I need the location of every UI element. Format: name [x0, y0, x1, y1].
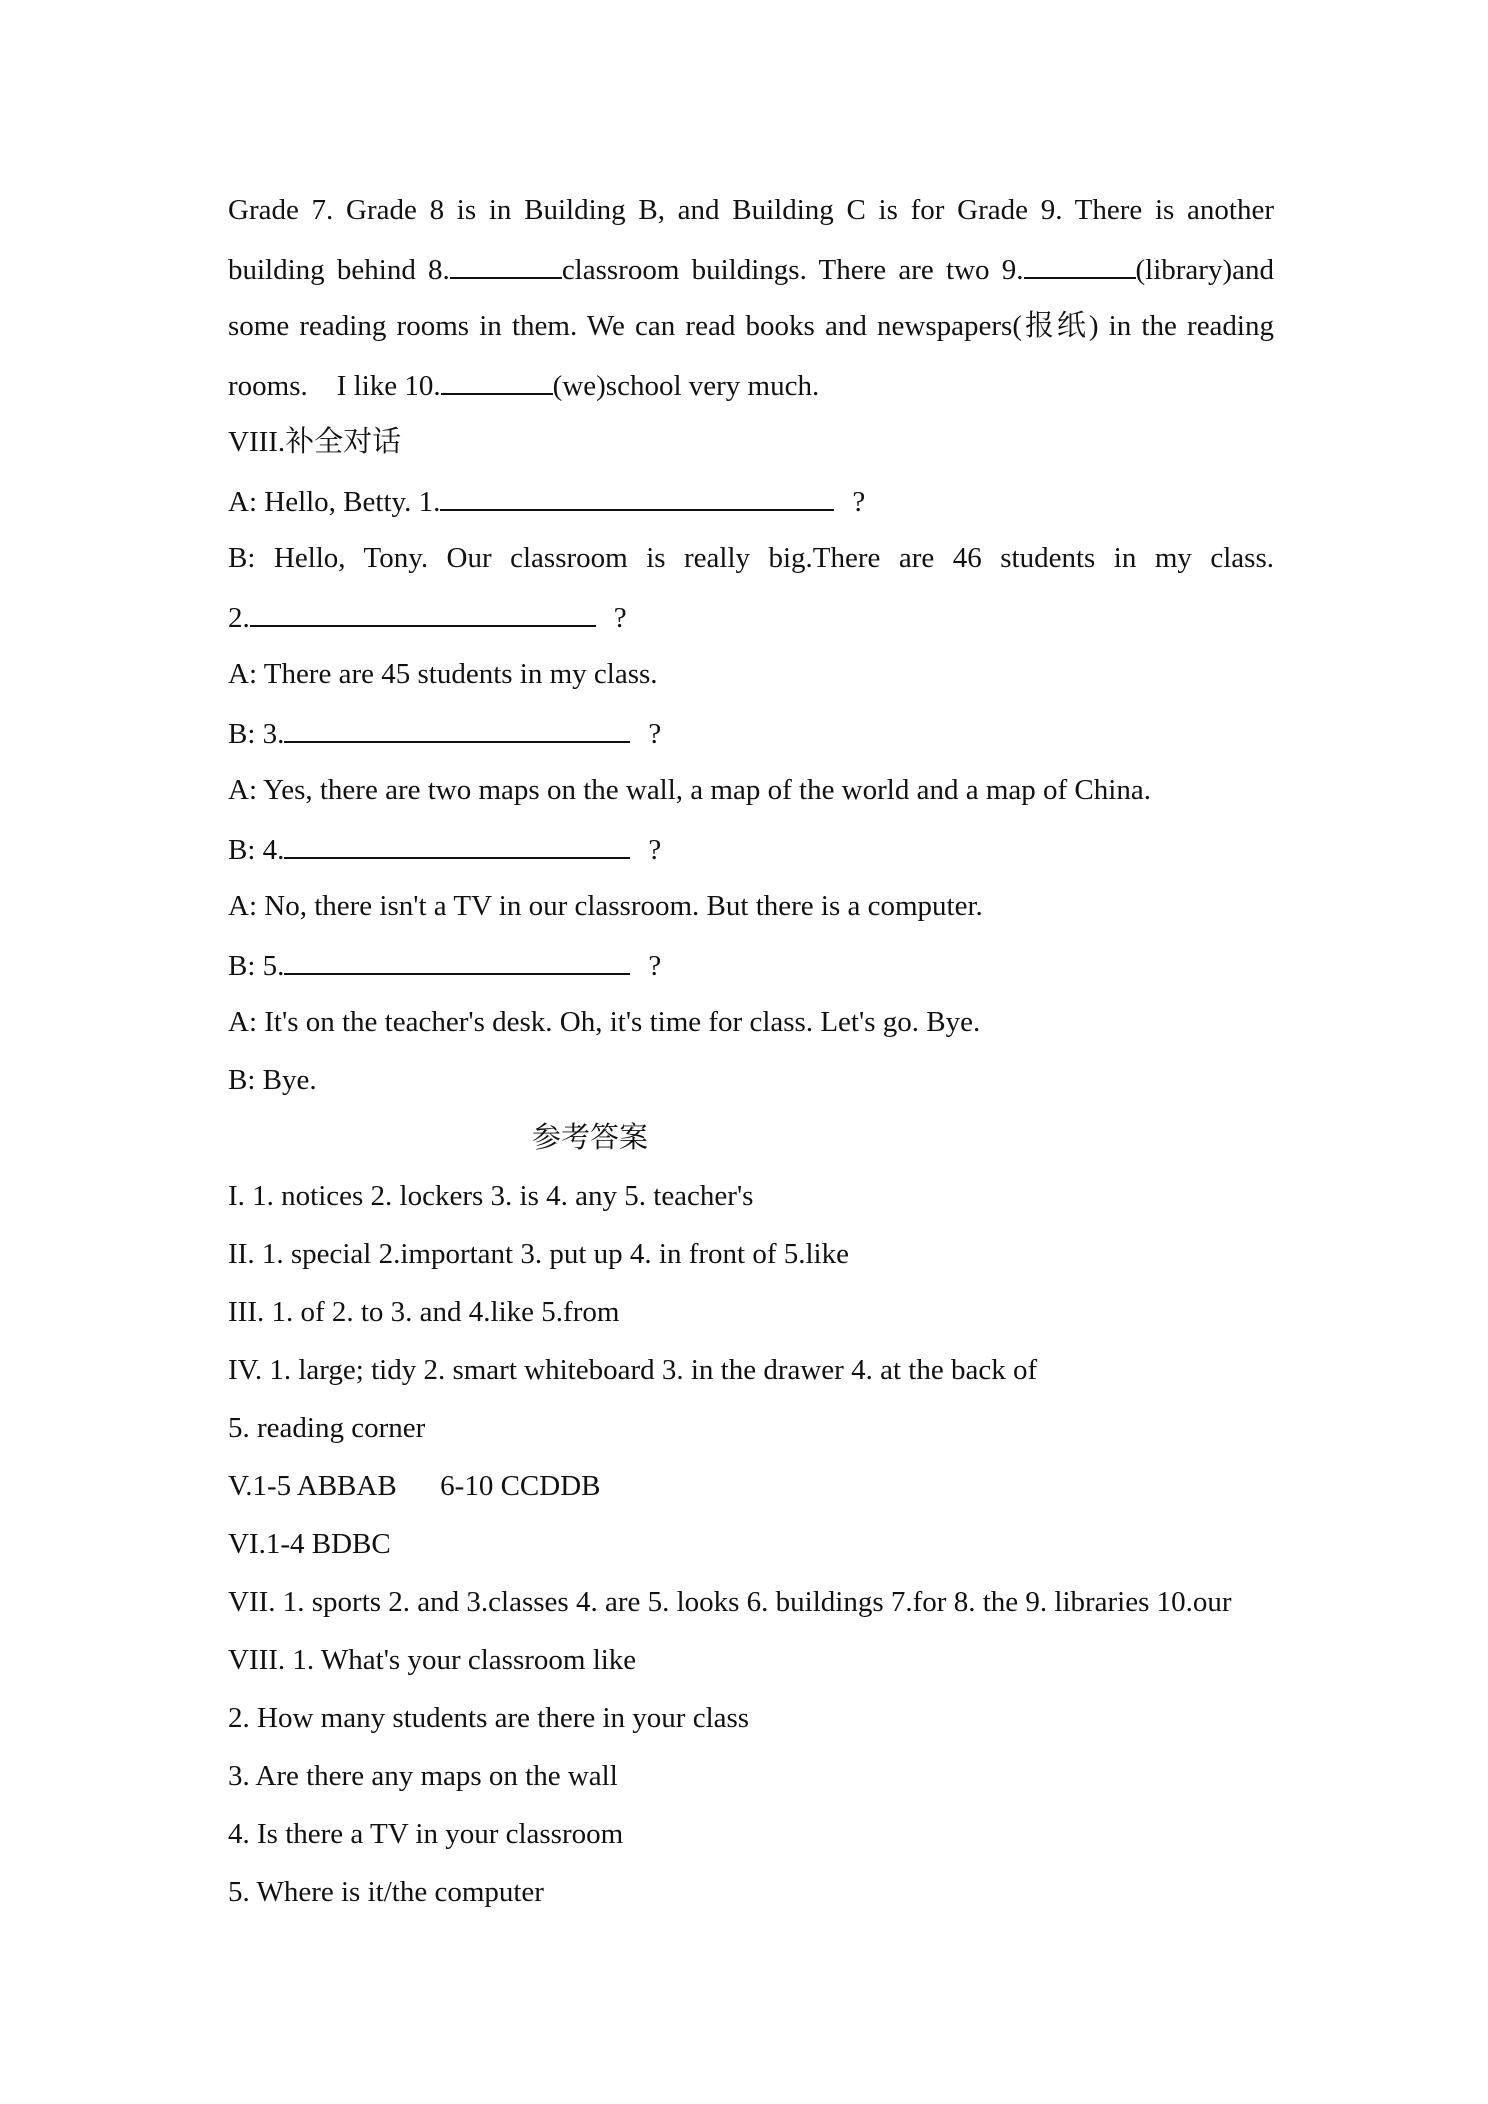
question-mark-1: ?	[852, 486, 866, 518]
dialogue-b6: B: Bye.	[228, 1064, 317, 1096]
dialogue-a2: A: There are 45 students in my class.	[228, 658, 658, 690]
passage-line-2	[228, 251, 1274, 287]
passage-line-2-part-3: (library)and	[1135, 254, 1274, 286]
blank-dialogue-4	[284, 831, 630, 859]
answer-line: IV. 1. large; tidy 2. smart whiteboard 3. in the drawer 4. at the back of	[228, 1354, 1038, 1386]
answer-line: 5. Where is it/the computer	[228, 1876, 544, 1908]
passage-line-4-part-1: rooms. I like 10.	[228, 370, 441, 402]
passage-line-4-part-2: (we)school very much.	[552, 370, 820, 402]
passage-line-2-part-1: building behind 8.	[228, 254, 450, 286]
dialogue-b4-text: B: 4.	[228, 834, 285, 866]
answer-line: I. 1. notices 2. lockers 3. is 4. any 5. teacher's	[228, 1180, 754, 1212]
dialogue-a1-text: A: Hello, Betty. 1.	[228, 486, 441, 518]
dialogue-b3	[228, 715, 1274, 751]
passage-line-4	[228, 367, 1274, 403]
dialogue-b5	[228, 947, 1274, 983]
answer-line: 4. Is there a TV in your classroom	[228, 1818, 624, 1850]
blank-9	[1024, 251, 1136, 279]
dialogue-b3-text: B: 3.	[228, 718, 285, 750]
answer-line: III. 1. of 2. to 3. and 4.like 5.from	[228, 1296, 620, 1328]
blank-dialogue-2	[250, 599, 596, 627]
answer-line: 5. reading corner	[228, 1412, 426, 1444]
passage-line-3: some reading rooms in them. We can read books and newspapers(报纸) in the reading	[228, 310, 1274, 342]
dialogue-b5-text: B: 5.	[228, 950, 285, 982]
question-mark-2: ?	[613, 602, 627, 634]
dialogue-a3: A: Yes, there are two maps on the wall, a map of the world and a map of China.	[228, 774, 1151, 806]
dialogue-a1	[228, 483, 1274, 519]
question-mark-5: ?	[648, 950, 662, 982]
blank-dialogue-3	[284, 715, 630, 743]
answer-line: 3. Are there any maps on the wall	[228, 1760, 618, 1792]
answer-key-title: 参考答案	[531, 1122, 648, 1154]
answer-line: VIII. 1. What's your classroom like	[228, 1644, 637, 1676]
question-mark-3: ?	[648, 718, 662, 750]
answer-line: 2. How many students are there in your class	[228, 1702, 750, 1734]
blank-dialogue-5	[284, 947, 630, 975]
dialogue-2-number: 2.	[228, 602, 250, 634]
passage-line-1: Grade 7. Grade 8 is in Building B, and Building C is for Grade 9. There is another	[228, 194, 1274, 226]
answer-line: V.1-5 ABBAB 6-10 CCDDB	[228, 1470, 601, 1502]
blank-10	[441, 367, 553, 395]
dialogue-b4	[228, 831, 1274, 867]
answer-line: II. 1. special 2.important 3. put up 4. in front of 5.like	[228, 1238, 849, 1270]
section-heading-viii: VIII.补全对话	[228, 426, 402, 458]
passage-line-2-part-2: classroom buildings. There are two 9.	[561, 254, 1024, 286]
dialogue-a5: A: It's on the teacher's desk. Oh, it's time for class. Let's go. Bye.	[228, 1006, 981, 1038]
blank-8	[450, 251, 562, 279]
answer-line: VII. 1. sports 2. and 3.classes 4. are 5. looks 6. buildings 7.for 8. the 9. libraries 10.our	[228, 1586, 1232, 1618]
dialogue-b1-continued	[228, 599, 1274, 635]
dialogue-b1: B: Hello, Tony. Our classroom is really big.There are 46 students in my class.	[228, 542, 1274, 574]
dialogue-a4: A: No, there isn't a TV in our classroom. But there is a computer.	[228, 890, 983, 922]
question-mark-4: ?	[648, 834, 662, 866]
blank-dialogue-1	[440, 483, 834, 511]
answer-line: VI.1-4 BDBC	[228, 1528, 391, 1560]
